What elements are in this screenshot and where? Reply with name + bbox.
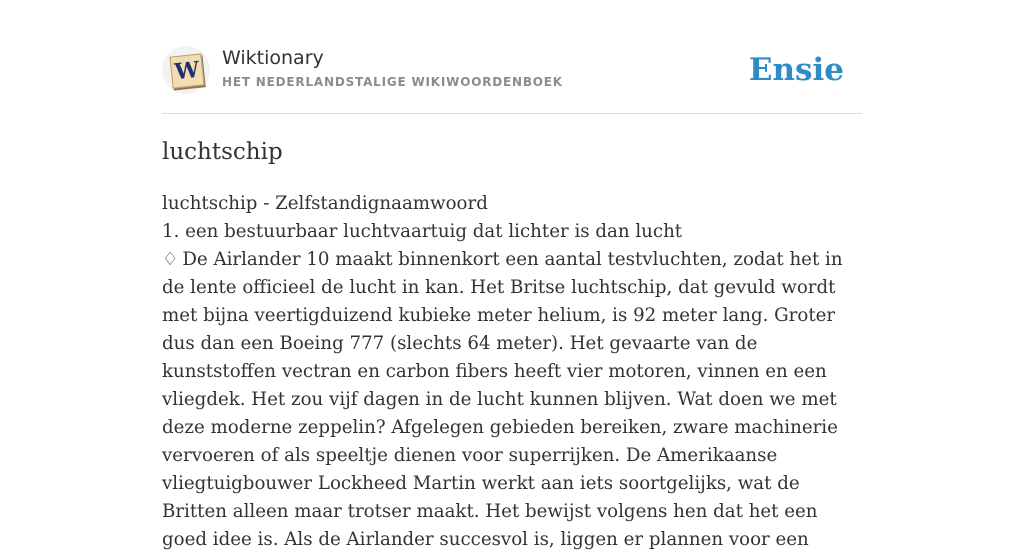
logo-letter: W <box>173 56 201 86</box>
diamond-icon: ♢ <box>162 249 179 270</box>
entry-heading: luchtschip - Zelfstandignaamwoord <box>162 193 488 214</box>
ensie-logo[interactable]: Ensie <box>748 52 844 88</box>
page <box>162 0 862 550</box>
wiktionary-logo[interactable] <box>162 46 210 94</box>
header-divider <box>162 113 862 114</box>
entry-example <box>162 246 866 554</box>
example-text: De Airlander 10 maakt binnenkort een aantal testvluchten, zodat het in de lente officieel de lucht in kan. Het Britse luchtschip, dat gevuld wordt met bijna veertigduizend kubieke meter helium, is 92 meter lang. Groter dus dan een Boeing 777 (slechts 64 meter). Het gevaarte van de kunststoffen vectran en carbon fibers heeft vier motoren, vinnen en een vliegdek. Het zou vijf dagen in de lucht kunnen blijven. Wat doen we met deze moderne zeppelin? Afgelegen gebieden bereiken, zware machinerie vervoeren of als speeltje dienen voor superrijken. De Amerikaanse vliegtuigbouwer Lockheed Martin werkt aan iets soortgelijks, wat de Britten alleen maar trotser maakt. Het bewijst volgens hen dat het een goed idee is. Als de Airlander succesvol is, liggen er plannen voor een <box>162 249 843 550</box>
site-name[interactable]: Wiktionary <box>222 47 324 69</box>
site-header <box>162 46 862 96</box>
entry-content <box>162 190 866 554</box>
site-tagline: HET NEDERLANDSTALIGE WIKIWOORDENBOEK <box>222 75 563 89</box>
page-title: luchtschip <box>162 139 283 165</box>
brand <box>222 46 563 92</box>
entry-definition: 1. een bestuurbaar luchtvaartuig dat lichter is dan lucht <box>162 221 683 242</box>
